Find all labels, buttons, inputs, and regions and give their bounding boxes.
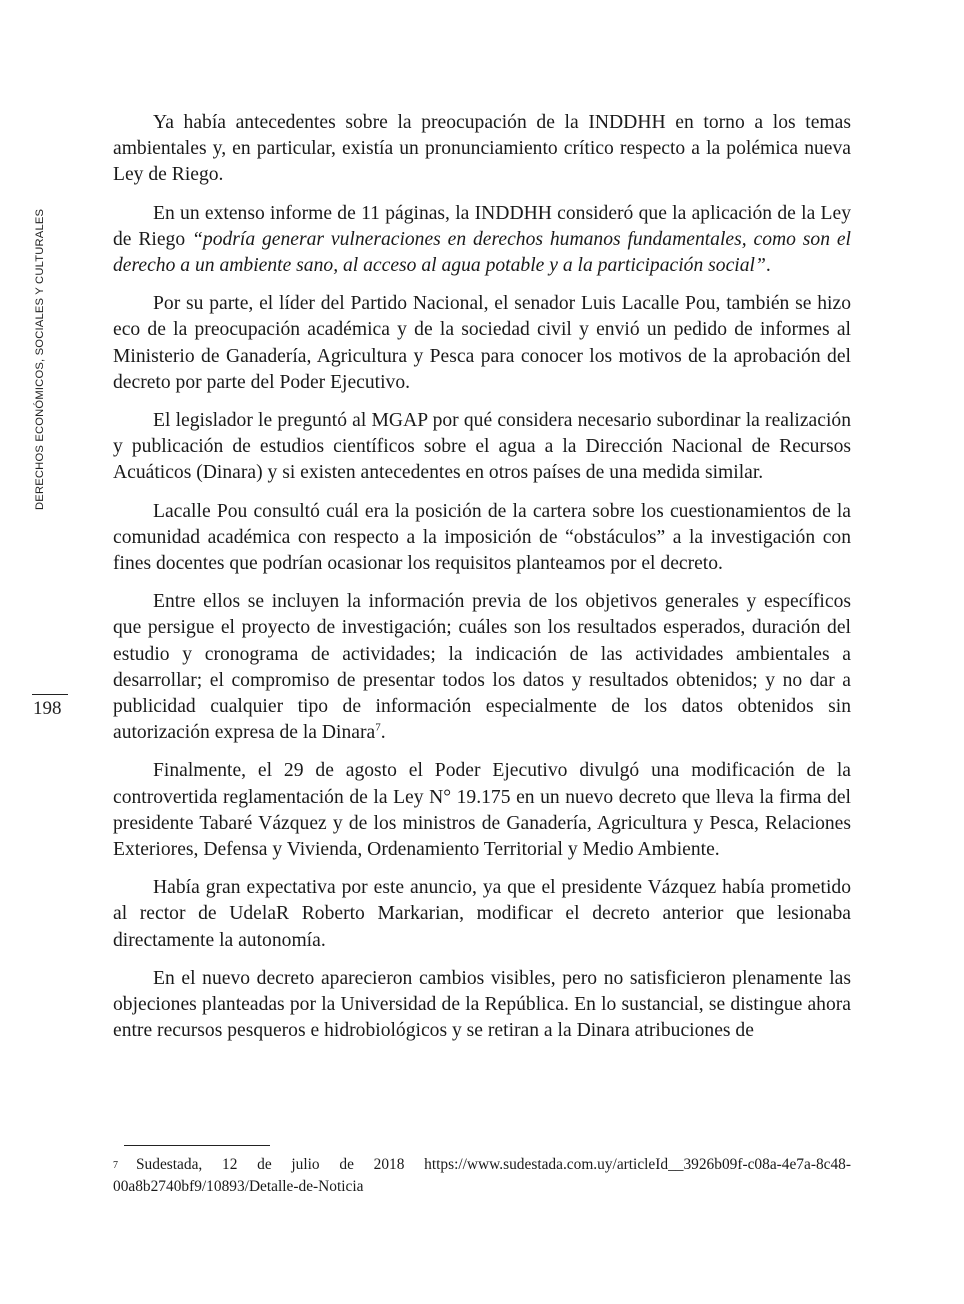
paragraph-5: Lacalle Pou consultó cuál era la posición de la cartera sobre los cuestionamientos de la comunidad académica con respecto a la imposición de “obstáculos” a la investigación con fines docentes que podrían ocasionar los requisitos planteamos por el decreto.: [113, 500, 851, 575]
paragraph-2-quote: “podría generar vulneraciones en derechos humanos fundamentales, como son el derecho a un ambiente sano, al acceso al agua potable y a la participación social”: [113, 228, 851, 277]
page-number: 198: [33, 698, 62, 719]
footnote-text: Sudestada, 12 de julio de 2018 https://www.sudestada.com.uy/articleId__3926b09f-c08a-4e7a-8c48-00a8b2740bf9/10893/Detalle-de-Noticia: [113, 1156, 851, 1195]
paragraph-3: Por su parte, el líder del Partido Nacional, el senador Luis Lacalle Pou, también se hizo eco de la preocupación académica y de la sociedad civil y envió un pedido de informes al Ministerio de Ganadería, Agricultura y Pesca para conocer los motivos de la aprobación del decreto por parte del Poder Ejecutivo.: [113, 293, 851, 393]
paragraph-8: Había gran expectativa por este anuncio, ya que el presidente Vázquez había prometido al rector de UdelaR Roberto Markarian, modificar el decreto anterior que lesionaba directamente la autonomía.: [113, 877, 851, 951]
paragraph-6: [113, 589, 851, 746]
footnote-number: 7: [113, 1160, 118, 1171]
paragraph-9: En el nuevo decreto aparecieron cambios visibles, pero no satisficieron plenamente las objeciones planteadas por la Universidad de la República. En lo sustancial, se distingue ahora entre recursos pesqueros e hidrobiológicos y se retiran a la Dinara atribuciones de: [113, 967, 851, 1042]
page-number-rule: [32, 694, 68, 695]
paragraph-2-end: .: [765, 255, 771, 277]
paragraph-2: [113, 201, 851, 280]
footnote: [113, 1154, 851, 1198]
paragraph-6-end: .: [380, 722, 386, 744]
paragraph-2-lead: En un extenso informe de 11 páginas, la INDDHH consideró que la aplicación de la Ley de Riego: [113, 202, 851, 250]
paragraph-4: El legislador le preguntó al MGAP por qué considera necesario subordinar la realización y publicación de estudios científicos sobre el agua a la Dirección Nacional de Recursos Acuáticos (Dinara) y si existen antecedentes en otros países de una medida similar.: [113, 410, 851, 484]
running-header: DERECHOS ECONÓMICOS, SOCIALES Y CULTURALES: [34, 208, 46, 510]
footnote-reference[interactable]: 7: [375, 721, 381, 734]
body-text: [113, 110, 851, 1057]
paragraph-6-text: Entre ellos se incluyen la información previa de los objetivos generales y específicos que persigue el proyecto de investigación; cuáles son los resultados esperados, duración del estudio y cronograma de actividades; la indicación de las actividades ambientales a desarrollar; el compromiso de presentar todos los datos y resultados obtenidos; y no dar a publicidad cualquier tipo de información especialmente de los datos obtenidos sin autorización expresa de la Dinara: [113, 591, 851, 744]
footnote-separator: [124, 1145, 270, 1146]
paragraph-7: Finalmente, el 29 de agosto el Poder Ejecutivo divulgó una modificación de la controvertida reglamentación de la Ley N° 19.175 en un nuevo decreto que lleva la firma del presidente Tabaré Vázquez y de los ministros de Ganadería, Agricultura y Pesca, Relaciones Exteriores, Defensa y Vivienda, Ordenamiento Territorial y Medio Ambiente.: [113, 760, 851, 861]
paragraph-1: Ya había antecedentes sobre la preocupación de la INDDHH en torno a los temas ambientales y, en particular, existía un pronunciamiento crítico respecto a la polémica nueva Ley de Riego.: [113, 112, 851, 186]
